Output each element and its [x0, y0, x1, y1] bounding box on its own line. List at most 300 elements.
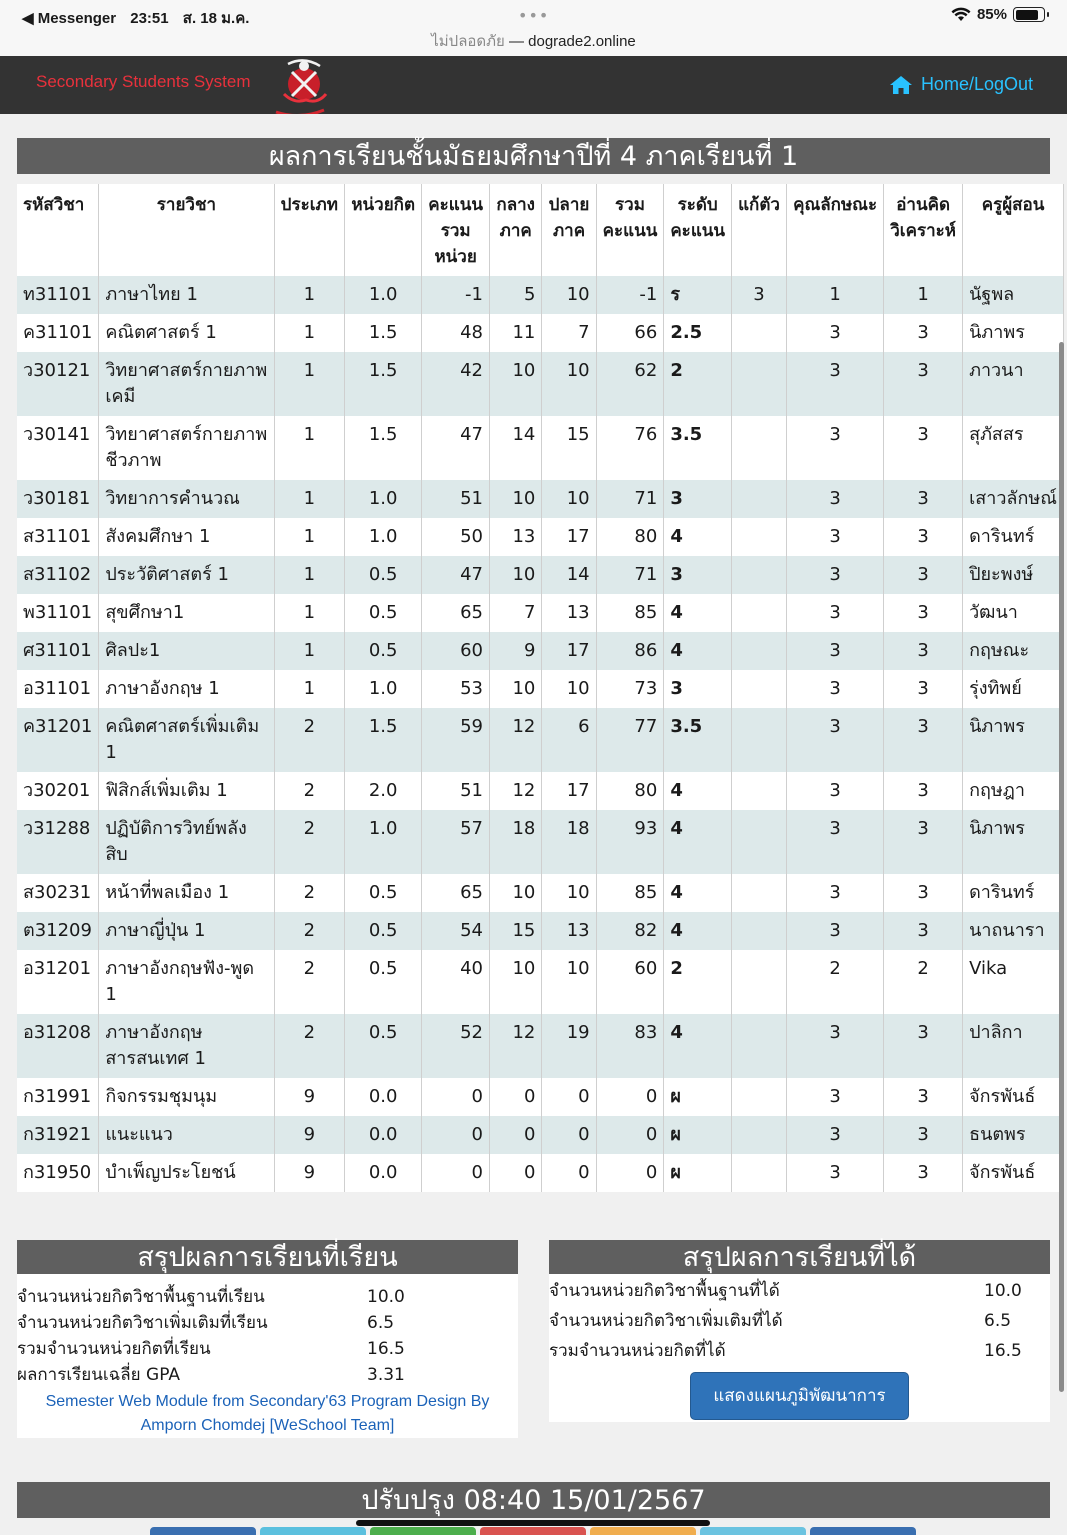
status-bar: [0, 0, 1067, 56]
table-row: [17, 1078, 1064, 1116]
cell-total: 73: [596, 670, 664, 708]
cell-character: 3: [787, 416, 884, 480]
status-date: ส. 18 ม.ค.: [182, 10, 250, 27]
cell-total: 85: [596, 874, 664, 912]
cell-fix: 3: [732, 276, 787, 314]
home-logout-label: Home/LogOut: [920, 74, 1033, 94]
cell-teacher: กฤษณะ: [963, 632, 1064, 670]
more-dots-icon[interactable]: •••: [518, 6, 550, 25]
cell-subject: วิทยาศาสตร์กายภาพ ชีวภาพ: [99, 416, 274, 480]
cell-credits: 0.5: [345, 632, 422, 670]
cell-code: ว30141: [17, 416, 99, 480]
cell-code: ค31201: [17, 708, 99, 772]
cell-unit-score: 57: [422, 810, 490, 874]
summary-value: 10.0: [367, 1287, 405, 1307]
cell-unit-score: 53: [422, 670, 490, 708]
cell-final: 7: [542, 314, 596, 352]
cell-credits: 1.5: [345, 352, 422, 416]
cell-grade: 4: [664, 594, 732, 632]
cell-unit-score: 47: [422, 416, 490, 480]
cell-grade: 4: [664, 912, 732, 950]
cell-total: 60: [596, 950, 664, 1014]
cell-grade: 2.5: [664, 314, 732, 352]
cell-teacher: นิภาพร: [963, 708, 1064, 772]
cell-final: 19: [542, 1014, 596, 1078]
cell-grade: 3: [664, 480, 732, 518]
cell-fix: [732, 518, 787, 556]
cell-credits: 1.0: [345, 518, 422, 556]
cell-analysis: 3: [884, 1014, 963, 1078]
summary-value: 10.0: [984, 1281, 1022, 1301]
top-navbar: [0, 56, 1067, 114]
cell-grade: 4: [664, 518, 732, 556]
cell-final: 17: [542, 772, 596, 810]
cell-credits: 0.5: [345, 556, 422, 594]
cell-teacher: นัฐพล: [963, 276, 1064, 314]
page-scrollbar[interactable]: [1059, 342, 1064, 1392]
cell-type: 1: [274, 352, 345, 416]
cell-character: 3: [787, 314, 884, 352]
cell-character: 3: [787, 632, 884, 670]
cell-credits: 2.0: [345, 772, 422, 810]
summary-value: 16.5: [367, 1339, 405, 1359]
back-to-app-link[interactable]: ◀ Messenger: [22, 10, 117, 27]
cell-mid: 10: [489, 874, 541, 912]
cell-total: 71: [596, 556, 664, 594]
cell-total: 0: [596, 1116, 664, 1154]
cell-grade: 4: [664, 810, 732, 874]
cell-mid: 0: [489, 1116, 541, 1154]
cell-type: 1: [274, 314, 345, 352]
cell-fix: [732, 950, 787, 1014]
cell-analysis: 3: [884, 708, 963, 772]
cell-fix: [732, 1078, 787, 1116]
col-header-fix: แก้ตัว: [732, 184, 787, 276]
cell-analysis: 3: [884, 416, 963, 480]
cell-fix: [732, 556, 787, 594]
cell-code: ว30181: [17, 480, 99, 518]
cell-analysis: 3: [884, 1154, 963, 1192]
cell-final: 10: [542, 480, 596, 518]
home-icon: [889, 75, 913, 95]
cell-total: 76: [596, 416, 664, 480]
cell-fix: [732, 708, 787, 772]
cell-unit-score: 40: [422, 950, 490, 1014]
cell-grade: ร: [664, 276, 732, 314]
cell-code: ส30231: [17, 874, 99, 912]
school-logo-icon: [270, 54, 338, 118]
cell-teacher: วัฒนา: [963, 594, 1064, 632]
cell-unit-score: 59: [422, 708, 490, 772]
bottom-tab[interactable]: [590, 1527, 696, 1535]
cell-teacher: ดารินทร์: [963, 874, 1064, 912]
cell-unit-score: 50: [422, 518, 490, 556]
battery-percent: 85%: [976, 6, 1007, 23]
cell-subject: แนะแนว: [99, 1116, 274, 1154]
table-row: [17, 518, 1064, 556]
col-header-teacher: ครูผู้สอน: [963, 184, 1064, 276]
cell-subject: ภาษาอังกฤษ 1: [99, 670, 274, 708]
cell-code: ก31991: [17, 1078, 99, 1116]
cell-type: 2: [274, 912, 345, 950]
cell-subject: วิทยาการคำนวณ: [99, 480, 274, 518]
table-row: [17, 314, 1064, 352]
table-row: [17, 594, 1064, 632]
cell-total: 93: [596, 810, 664, 874]
cell-mid: 9: [489, 632, 541, 670]
insecure-warning: ไม่ปลอดภัย: [431, 33, 505, 50]
cell-grade: ผ: [664, 1116, 732, 1154]
summary-value: 3.31: [367, 1365, 405, 1385]
cell-final: 14: [542, 556, 596, 594]
cell-analysis: 2: [884, 950, 963, 1014]
cell-subject: คณิตศาสตร์ 1: [99, 314, 274, 352]
cell-total: 66: [596, 314, 664, 352]
cell-teacher: กฤษฎา: [963, 772, 1064, 810]
cell-code: ท31101: [17, 276, 99, 314]
cell-character: 3: [787, 1014, 884, 1078]
cell-code: อ31101: [17, 670, 99, 708]
col-header-character: คุณลักษณะ: [787, 184, 884, 276]
cell-grade: 4: [664, 632, 732, 670]
cell-grade: 3.5: [664, 708, 732, 772]
cell-mid: 15: [489, 912, 541, 950]
cell-fix: [732, 594, 787, 632]
col-header-grade: ระดับ คะแนน: [664, 184, 732, 276]
cell-code: อ31208: [17, 1014, 99, 1078]
home-logout-link[interactable]: [889, 74, 1033, 95]
cell-mid: 10: [489, 950, 541, 1014]
cell-character: 3: [787, 772, 884, 810]
cell-type: 2: [274, 950, 345, 1014]
cell-final: 10: [542, 276, 596, 314]
cell-final: 10: [542, 950, 596, 1014]
cell-type: 1: [274, 632, 345, 670]
cell-total: 77: [596, 708, 664, 772]
cell-code: ค31101: [17, 314, 99, 352]
cell-character: 1: [787, 276, 884, 314]
cell-grade: 4: [664, 874, 732, 912]
cell-mid: 7: [489, 594, 541, 632]
cell-credits: 1.0: [345, 670, 422, 708]
cell-subject: ฟิสิกส์เพิ่มเติม 1: [99, 772, 274, 810]
cell-grade: 3: [664, 556, 732, 594]
cell-fix: [732, 1154, 787, 1192]
cell-code: ว31288: [17, 810, 99, 874]
cell-unit-score: 47: [422, 556, 490, 594]
credit-line-2: Amporn Chomdej [WeSchool Team]: [140, 1417, 395, 1434]
cell-total: -1: [596, 276, 664, 314]
cell-code: ก31921: [17, 1116, 99, 1154]
cell-subject: ปฏิบัติการวิทย์พลัง สิบ: [99, 810, 274, 874]
cell-fix: [732, 1014, 787, 1078]
summary-row: [17, 1362, 518, 1388]
table-row: [17, 708, 1064, 772]
cell-final: 10: [542, 352, 596, 416]
table-row: [17, 810, 1064, 874]
cell-analysis: 3: [884, 632, 963, 670]
cell-unit-score: 54: [422, 912, 490, 950]
cell-code: พ31101: [17, 594, 99, 632]
cell-unit-score: 48: [422, 314, 490, 352]
cell-teacher: นาถนารา: [963, 912, 1064, 950]
cell-mid: 11: [489, 314, 541, 352]
summary-label: รวมจำนวนหน่วยกิตที่ได้: [549, 1341, 726, 1361]
cell-unit-score: 51: [422, 772, 490, 810]
cell-final: 6: [542, 708, 596, 772]
cell-final: 10: [542, 670, 596, 708]
cell-mid: 0: [489, 1154, 541, 1192]
summary-row: [549, 1276, 1050, 1306]
cell-unit-score: 60: [422, 632, 490, 670]
cell-final: 0: [542, 1116, 596, 1154]
cell-credits: 1.0: [345, 276, 422, 314]
summary-row: [549, 1306, 1050, 1336]
bottom-tab[interactable]: [260, 1527, 366, 1535]
summary-row: [17, 1336, 518, 1362]
bottom-tab[interactable]: [480, 1527, 586, 1535]
cell-credits: 0.5: [345, 912, 422, 950]
summary-label: จำนวนหน่วยกิตวิชาเพิ่มเติมที่เรียน: [17, 1313, 268, 1333]
cell-fix: [732, 416, 787, 480]
summary-row: [17, 1310, 518, 1336]
cell-total: 71: [596, 480, 664, 518]
cell-analysis: 3: [884, 1116, 963, 1154]
summary-value: 6.5: [984, 1311, 1012, 1331]
cell-teacher: นิภาพร: [963, 314, 1064, 352]
table-row: [17, 912, 1064, 950]
cell-teacher: จักรพันธ์: [963, 1078, 1064, 1116]
summary-value: 16.5: [984, 1341, 1022, 1361]
cell-total: 0: [596, 1078, 664, 1116]
cell-analysis: 1: [884, 276, 963, 314]
cell-code: ก31950: [17, 1154, 99, 1192]
cell-credits: 1.0: [345, 480, 422, 518]
cell-subject: ภาษาอังกฤษฟัง-พูด 1: [99, 950, 274, 1014]
brand-title[interactable]: Secondary Students System: [36, 72, 251, 91]
cell-grade: 3: [664, 670, 732, 708]
cell-total: 83: [596, 1014, 664, 1078]
cell-mid: 10: [489, 670, 541, 708]
col-header-analysis: อ่านคิด วิเคราะห์: [884, 184, 963, 276]
table-row: [17, 950, 1064, 1014]
cell-fix: [732, 912, 787, 950]
table-row: [17, 632, 1064, 670]
cell-mid: 18: [489, 810, 541, 874]
summary-label: จำนวนหน่วยกิตวิชาเพิ่มเติมที่ได้: [549, 1311, 783, 1331]
table-row: [17, 416, 1064, 480]
cell-total: 62: [596, 352, 664, 416]
cell-character: 3: [787, 810, 884, 874]
address-bar[interactable]: [0, 29, 1067, 53]
cell-type: 1: [274, 556, 345, 594]
cell-credits: 0.5: [345, 950, 422, 1014]
cell-type: 2: [274, 810, 345, 874]
cell-type: 1: [274, 518, 345, 556]
cell-subject: สุขศึกษา1: [99, 594, 274, 632]
summary-label: ผลการเรียนเฉลี่ย GPA: [17, 1365, 181, 1385]
status-right: [951, 6, 1045, 23]
bottom-tab[interactable]: [700, 1527, 806, 1535]
cell-fix: [732, 1116, 787, 1154]
bottom-tabs: [150, 1527, 916, 1535]
cell-subject: กิจกรรมชุมนุม: [99, 1078, 274, 1116]
cell-teacher: จักรพันธ์: [963, 1154, 1064, 1192]
status-left: [22, 6, 259, 30]
table-row: [17, 276, 1064, 314]
cell-code: ต31209: [17, 912, 99, 950]
cell-mid: 5: [489, 276, 541, 314]
cell-mid: 10: [489, 352, 541, 416]
table-row: [17, 480, 1064, 518]
cell-credits: 1.5: [345, 314, 422, 352]
cell-grade: 3.5: [664, 416, 732, 480]
cell-unit-score: 0: [422, 1116, 490, 1154]
cell-character: 3: [787, 912, 884, 950]
cell-subject: ประวัติศาสตร์ 1: [99, 556, 274, 594]
table-row: [17, 670, 1064, 708]
cell-fix: [732, 314, 787, 352]
status-time: 23:51: [130, 10, 169, 27]
cell-analysis: 3: [884, 912, 963, 950]
cell-total: 86: [596, 632, 664, 670]
col-header-mid: กลาง ภาค: [489, 184, 541, 276]
cell-mid: 10: [489, 480, 541, 518]
cell-final: 0: [542, 1154, 596, 1192]
cell-teacher: รุ่งทิพย์: [963, 670, 1064, 708]
cell-unit-score: 65: [422, 874, 490, 912]
cell-unit-score: 0: [422, 1078, 490, 1116]
cell-type: 2: [274, 708, 345, 772]
cell-character: 3: [787, 1078, 884, 1116]
bottom-tab[interactable]: [810, 1527, 916, 1535]
cell-fix: [732, 352, 787, 416]
cell-credits: 1.5: [345, 416, 422, 480]
bottom-tab[interactable]: [370, 1527, 476, 1535]
cell-fix: [732, 480, 787, 518]
cell-type: 9: [274, 1078, 345, 1116]
cell-character: 3: [787, 1154, 884, 1192]
cell-analysis: 3: [884, 480, 963, 518]
cell-grade: ผ: [664, 1078, 732, 1116]
cell-teacher: ภาวนา: [963, 352, 1064, 416]
cell-subject: บำเพ็ญประโยชน์: [99, 1154, 274, 1192]
cell-teacher: ดารินทร์: [963, 518, 1064, 556]
cell-final: 10: [542, 874, 596, 912]
cell-character: 3: [787, 352, 884, 416]
cell-analysis: 3: [884, 556, 963, 594]
cell-analysis: 3: [884, 314, 963, 352]
cell-teacher: ปิยะพงษ์: [963, 556, 1064, 594]
credit-text[interactable]: [17, 1390, 518, 1438]
credit-line-1: Semester Web Module from Secondary'63 Program Design By: [45, 1393, 490, 1410]
bottom-tab[interactable]: [150, 1527, 256, 1535]
cell-credits: 0.0: [345, 1078, 422, 1116]
cell-unit-score: 65: [422, 594, 490, 632]
cell-subject: คณิตศาสตร์เพิ่มเติม 1: [99, 708, 274, 772]
cell-subject: หน้าที่พลเมือง 1: [99, 874, 274, 912]
cell-credits: 0.5: [345, 874, 422, 912]
summary-label: จำนวนหน่วยกิตวิชาพื้นฐานที่ได้: [549, 1281, 780, 1301]
cell-analysis: 3: [884, 772, 963, 810]
cell-type: 9: [274, 1154, 345, 1192]
cell-teacher: Vika: [963, 950, 1064, 1014]
url-text: dograde2.online: [528, 33, 636, 50]
cell-code: ส31102: [17, 556, 99, 594]
cell-unit-score: -1: [422, 276, 490, 314]
cell-grade: ผ: [664, 1154, 732, 1192]
cell-type: 9: [274, 1116, 345, 1154]
last-updated-bar: ปรับปรุง 08:40 15/01/2567: [17, 1482, 1050, 1518]
cell-credits: 0.0: [345, 1154, 422, 1192]
cell-fix: [732, 670, 787, 708]
cell-teacher: ธนตพร: [963, 1116, 1064, 1154]
cell-grade: 4: [664, 1014, 732, 1078]
cell-analysis: 3: [884, 518, 963, 556]
cell-character: 3: [787, 1116, 884, 1154]
col-header-credits: หน่วยกิต: [345, 184, 422, 276]
summary-enrolled-panel: [17, 1240, 518, 1438]
col-header-final: ปลาย ภาค: [542, 184, 596, 276]
col-header-type: ประเภท: [274, 184, 345, 276]
cell-mid: 0: [489, 1078, 541, 1116]
cell-final: 18: [542, 810, 596, 874]
summary-enrolled-title: สรุปผลการเรียนที่เรียน: [17, 1240, 518, 1274]
cell-type: 1: [274, 416, 345, 480]
cell-fix: [732, 772, 787, 810]
show-progress-chart-button[interactable]: แสดงแผนภูมิพัฒนาการ: [690, 1372, 909, 1420]
table-row: [17, 352, 1064, 416]
page-title: ผลการเรียนชั้นมัธยมศึกษาปีที่ 4 ภาคเรียนที่ 1: [17, 138, 1050, 174]
cell-type: 2: [274, 772, 345, 810]
cell-character: 3: [787, 480, 884, 518]
cell-unit-score: 52: [422, 1014, 490, 1078]
cell-analysis: 3: [884, 874, 963, 912]
summary-earned-panel: [549, 1240, 1050, 1422]
cell-mid: 12: [489, 772, 541, 810]
cell-teacher: ปาลิกา: [963, 1014, 1064, 1078]
cell-total: 80: [596, 772, 664, 810]
cell-final: 15: [542, 416, 596, 480]
cell-fix: [732, 874, 787, 912]
summary-row: [549, 1336, 1050, 1366]
page-content: [0, 114, 1067, 1535]
cell-character: 3: [787, 556, 884, 594]
cell-total: 80: [596, 518, 664, 556]
cell-character: 3: [787, 518, 884, 556]
cell-grade: 4: [664, 772, 732, 810]
cell-subject: สังคมศึกษา 1: [99, 518, 274, 556]
battery-icon: [1013, 7, 1045, 22]
cell-analysis: 3: [884, 352, 963, 416]
cell-subject: ภาษาไทย 1: [99, 276, 274, 314]
cell-character: 2: [787, 950, 884, 1014]
cell-type: 1: [274, 276, 345, 314]
grades-table: [17, 184, 1064, 1192]
summary-label: จำนวนหน่วยกิตวิชาพื้นฐานที่เรียน: [17, 1287, 265, 1307]
cell-mid: 12: [489, 708, 541, 772]
cell-credits: 0.5: [345, 1014, 422, 1078]
table-row: [17, 1014, 1064, 1078]
cell-analysis: 3: [884, 1078, 963, 1116]
cell-credits: 0.5: [345, 594, 422, 632]
url-separator: —: [504, 33, 529, 50]
cell-character: 3: [787, 670, 884, 708]
cell-code: ว30201: [17, 772, 99, 810]
cell-subject: ภาษาอังกฤษ สารสนเทศ 1: [99, 1014, 274, 1078]
home-indicator[interactable]: [356, 1520, 710, 1526]
cell-final: 0: [542, 1078, 596, 1116]
